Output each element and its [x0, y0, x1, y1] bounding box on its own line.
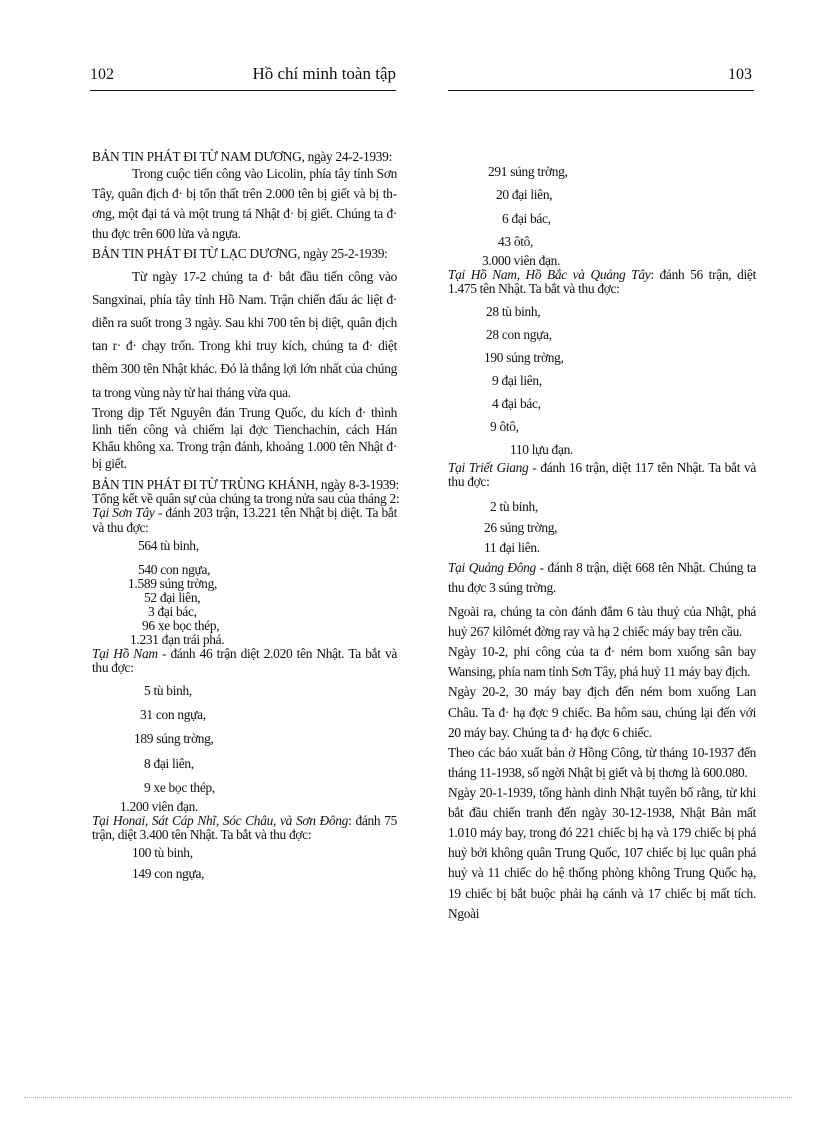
text-son-tay: - đánh 203 trận, 13.221 tên Nhật bị diệt. Ta bắt và thu đợc:: [92, 505, 397, 535]
page-bottom-rule: [24, 1097, 792, 1098]
place-honai: Tại Honai, Sát Cáp Nhĩ, Sóc Châu, và Sơn Đông: [92, 812, 349, 828]
section-son-tay: [92, 506, 397, 534]
right-page-body: [448, 160, 756, 924]
list-item: 1.231 đạn trái phá.: [130, 631, 225, 647]
left-page-number: 102: [90, 66, 114, 83]
right-page-number: 103: [728, 66, 752, 83]
list-item: 100 tù binh,: [132, 844, 193, 860]
list-item: 9 ôtô,: [490, 419, 519, 435]
section-ho-nam-ho-bac: [448, 268, 756, 296]
paragraph-sinking: Ngoài ra, chúng ta còn đánh đắm 6 tàu thuỷ của Nhật, phá huỷ 267 kilômét đờng ray và hạ 2 chiếc máy bay trên cầu.: [448, 604, 756, 640]
list-item: 291 súng trờng,: [488, 164, 568, 179]
list-item: 2 tù binh,: [490, 499, 538, 515]
text-honai: : đánh 75 trận, diệt 3.400 tên Nhật. Ta bắt và thu đợc:: [92, 812, 398, 842]
list-item: 149 con ngựa,: [132, 866, 205, 882]
list-item: 3.000 viên đạn.: [482, 252, 561, 268]
list-honai-continued: [448, 160, 756, 254]
list-item: 9 đại liên,: [492, 373, 542, 389]
place-ho-nam: Tại Hồ Nam: [92, 646, 158, 661]
list-item: 6 đại bác,: [502, 210, 551, 226]
list-item: 31 con ngựa,: [140, 707, 206, 723]
list-item: 11 đại liên.: [484, 539, 540, 555]
list-item: 52 đại liên,: [144, 589, 201, 605]
list-item: 540 con ngựa,: [138, 561, 211, 577]
section-triet-giang: [448, 461, 756, 489]
right-page-header: [448, 62, 754, 91]
list-item: 564 tù binh,: [138, 537, 199, 553]
list-item: 96 xe bọc thép,: [142, 617, 220, 633]
list-item: 1.200 viên đạn.: [120, 798, 199, 814]
list-item: 43 ôtô,: [498, 234, 534, 250]
list-item: 20 đại liên,: [496, 187, 553, 203]
list-item: 110 lựu đạn.: [510, 442, 574, 458]
bulletin-text-tet: Trong dịp Tết Nguyên đán Trung Quốc, du kích đ· thình lình tiến công và chiếm lại đợc Tienchachin, cách Hán Khẩu không xa. Trong trận đánh, khoảng 1.000 tên Nhật đ· bị giết.: [92, 404, 397, 472]
list-ho-nam: [92, 679, 397, 800]
list-item: 28 con ngựa,: [486, 327, 552, 343]
list-item: 26 súng trờng,: [484, 519, 558, 535]
left-page-body: [92, 149, 400, 885]
paragraph-lan-chau: Ngày 20-2, 30 máy bay địch đến ném bom xuống Lan Châu. Ta đ· hạ đợc 9 chiếc. Ba hôm sau, chúng lại đến với 20 máy bay. Chúng ta đ· hạ đợc 6 chiếc.: [448, 684, 756, 740]
running-title: Hồ chí minh toàn tập: [252, 64, 396, 83]
bulletin-text-lac-duong: Từ ngày 17-2 chúng ta đ· bắt đầu tiến công vào Sangxinai, phía tây tỉnh Hồ Nam. Trận chiến đấu ác liệt đ· diễn ra suốt trong 3 ngày. Sau khi 700 tên bị diệt, quân địch tan r· đ· chạy trốn. Trong khi truy kích, chúng ta đ· diệt thêm 300 tên Nhật khác. Đó là thắng lợi lớn nhất của chúng ta trong vùng này từ hai tháng vừa qua.: [92, 268, 397, 400]
bulletin-title-lac-duong: BẢN TIN PHÁT ĐI TỪ LẠC DƯƠNG, ngày 25-2-1939:: [92, 245, 388, 261]
left-page-header: [90, 62, 396, 91]
place-son-tay: Tại Sơn Tây: [92, 505, 155, 521]
section-ho-nam: [92, 647, 397, 675]
bulletin-title-trung-khanh: BẢN TIN PHÁT ĐI TỪ TRÙNG KHÁNH, ngày 8-3-1939:: [92, 477, 399, 493]
list-item: 1.589 súng trờng,: [128, 575, 218, 591]
bulletin-title-nam-duong: BẢN TIN PHÁT ĐI TỪ NAM DƯƠNG, ngày 24-2-1939:: [92, 149, 393, 164]
list-item: 190 súng trờng,: [484, 350, 564, 366]
text-quang-dong: - đánh 8 trận, diệt 668 tên Nhật. Chúng ta thu đợc 3 súng trờng.: [448, 559, 756, 595]
list-ho-nam-ho-bac: [448, 300, 756, 461]
text-ho-nam: - đánh 46 trận diệt 2.020 tên Nhật. Ta bắt và thu đợc:: [92, 646, 397, 676]
list-son-tay: [92, 539, 397, 647]
list-honai: [92, 842, 397, 885]
paragraph-wansing: Ngày 10-2, phi công của ta đ· ném bom xuống sân bay Wansing, phía nam tỉnh Sơn Tây, phá huỷ 11 máy bay địch.: [448, 644, 756, 680]
bulletin-subtitle: Tổng kết về quân sự của chúng ta trong nửa sau của tháng 2:: [92, 491, 400, 507]
list-item: 9 xe bọc thép,: [144, 779, 215, 795]
list-item: 3 đại bác,: [148, 603, 197, 619]
list-item: 4 đại bác,: [492, 396, 541, 412]
paragraph-tong-hanh-dinh: Ngày 20-1-1939, tổng hành dinh Nhật tuyên bố rằng, từ khi bắt đầu chiến tranh đến ngày 30-12-1938, Nhật Bản mất 1.010 máy bay, trong đó 221 chiếc bị hạ và 179 chiếc bị phá huỷ bởi không quân Trung Quốc, 107 chiếc bị lục quân phá huỷ và 11 chiếc do hệ thống phòng không Trung Quốc hạ, 19 chiếc bị bắt buộc phải hạ cánh và 17 chiếc bị mất tích. Ngoài: [448, 784, 756, 921]
paragraph-hong-cong: Theo các báo xuất bản ở Hồng Công, từ tháng 10-1937 đến tháng 11-1938, số ngời Nhật bị giết và bị thơng là 600.080.: [448, 744, 756, 780]
place-ho-nam-ho-bac: Tại Hồ Nam, Hồ Bắc và Quảng Tây: [448, 266, 651, 282]
text-ho-nam-ho-bac: : đánh 56 trận, diệt 1.475 tên Nhật. Ta bắt và thu đợc:: [448, 266, 756, 296]
list-item: 28 tù binh,: [486, 304, 541, 319]
list-triet-giang: [448, 497, 756, 557]
text-triet-giang: - đánh 16 trận, diệt 117 tên Nhật. Ta bắt và thu đợc:: [448, 460, 757, 490]
bulletin-text-nam-duong: Trong cuộc tiến công vào Licolin, phía tây tỉnh Sơn Tây, quân địch đ· bị tổn thất trên 2.000 tên bị giết và bị thơng, một đại tá và một trung tá Nhật đ· bị giết. Chúng ta đ· thu đợc trên 600 lừa và ngựa.: [92, 166, 397, 242]
section-quang-dong: [448, 558, 756, 598]
place-quang-dong: Tại Quảng Đông: [448, 559, 536, 575]
list-item: 189 súng trờng,: [134, 731, 214, 747]
list-item: 5 tù binh,: [144, 683, 192, 699]
section-honai: [92, 814, 397, 842]
place-triet-giang: Tại Triết Giang: [448, 460, 529, 476]
list-item: 8 đại liên,: [144, 755, 194, 771]
